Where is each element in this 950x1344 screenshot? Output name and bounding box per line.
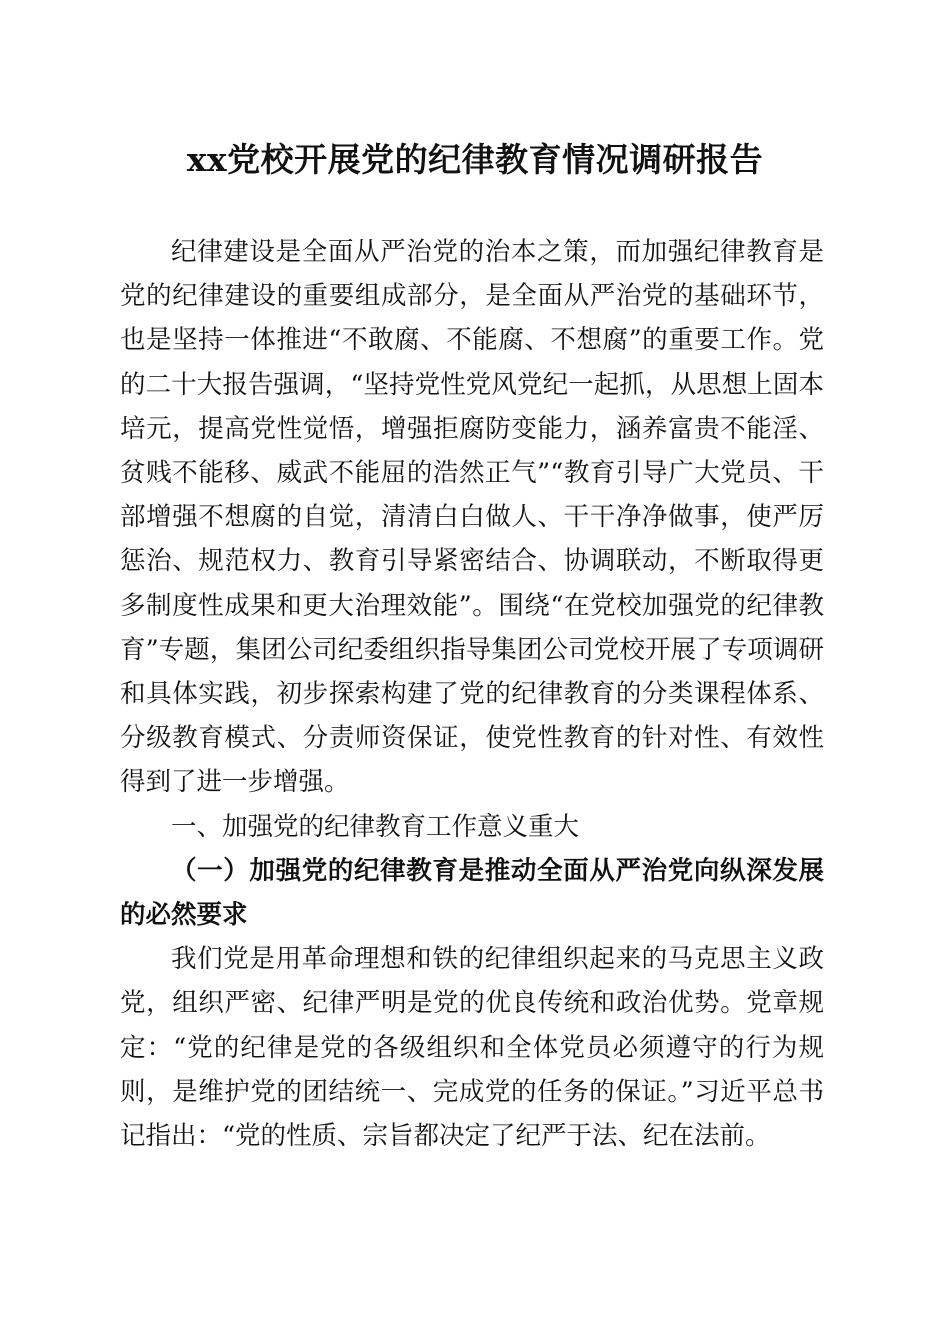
document-body — [120, 230, 824, 1158]
subsection-heading-1-1: （一）加强党的纪律教育是推动全面从严治党向纵深发展的必然要求 — [120, 855, 824, 931]
subsection-paragraph-1-1: 我们党是用革命理想和铁的纪律组织起来的马克思主义政党，组织严密、纪律严明是党的优良传统和政治优势。党章规定：“党的纪律是党的各级组织和全体党员必须遵守的行为规则，是维护党的团结统一、完成党的任务的保证。”习近平总书记指出：“党的性质、宗旨都决定了纪严于法、纪在法前。 — [120, 944, 824, 1152]
document-title: xx党校开展党的纪律教育情况调研报告 — [186, 140, 764, 179]
intro-paragraph: 纪律建设是全面从严治党的治本之策，而加强纪律教育是党的纪律建设的重要组成部分，是全面从严治党的基础环节，也是坚持一体推进“不敢腐、不能腐、不想腐”的重要工作。党的二十大报告强调，“坚持党性党风党纪一起抓，从思想上固本培元，提高党性觉悟，增强拒腐防变能力，涵养富贵不能淫、贫贱不能移、威武不能屈的浩然正气”“教育引导广大党员、干部增强不想腐的自觉，清清白白做人、干干净净做事，使严厉惩治、规范权力、教育引导紧密结合、协调联动，不断取得更多制度性成果和更大治理效能”。围绕“在党校加强党的纪律教育”专题，集团公司纪委组织指导集团公司党校开展了专项调研和具体实践，初步探索构建了党的纪律教育的分类课程体系、分级教育模式、分责师资保证，使党性教育的针对性、有效性得到了进一步增强。 — [120, 237, 824, 798]
section-heading-1: 一、加强党的纪律教育工作意义重大 — [171, 811, 580, 842]
